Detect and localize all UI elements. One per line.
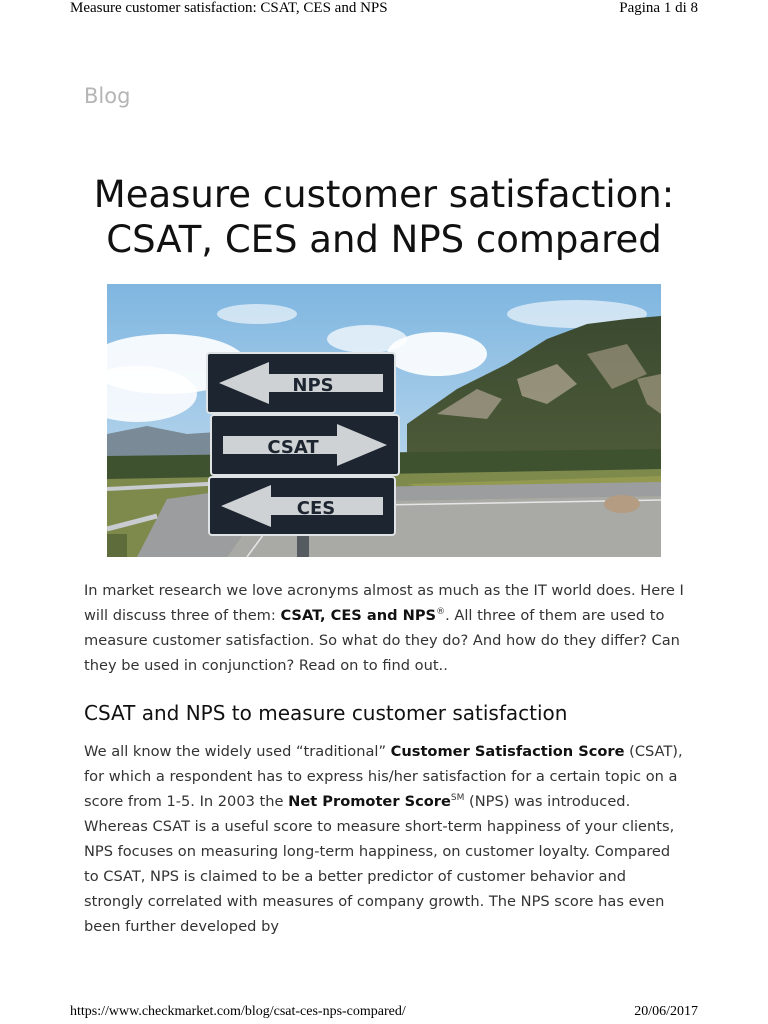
para2-bold-nps: Net Promoter Score bbox=[288, 793, 451, 810]
para2-bold-csat: Customer Satisfaction Score bbox=[390, 743, 625, 760]
sign-csat bbox=[211, 415, 399, 475]
intro-text-1: In market research we love acronyms almost as much as the IT world does. Here I will discuss three of them: bbox=[84, 582, 684, 624]
intro-registered-mark: ® bbox=[436, 607, 446, 618]
csat-nps-paragraph bbox=[84, 739, 689, 939]
intro-paragraph bbox=[84, 578, 689, 678]
print-footer bbox=[70, 1004, 698, 1022]
sign-nps bbox=[207, 353, 395, 413]
blog-category-link[interactable]: Blog bbox=[84, 84, 131, 108]
sign-ces-label: CES bbox=[296, 498, 336, 519]
para2-text-1: We all know the widely used “traditional” bbox=[84, 743, 391, 760]
intro-text-2: . All three of them are used to measure customer satisfaction. So what do they do? And how do they differ? Can they be used in conjunction? Read on to find out.. bbox=[84, 607, 680, 674]
sign-nps-label: NPS bbox=[292, 375, 334, 396]
para2-service-mark: SM bbox=[450, 793, 465, 804]
article-title: Measure customer satisfaction: CSAT, CES and NPS compared bbox=[93, 173, 675, 261]
print-header-title: Measure customer satisfaction: CSAT, CES and NPS bbox=[70, 0, 388, 16]
sign-ces bbox=[209, 477, 395, 535]
intro-bold-acronyms: CSAT, CES and NPS bbox=[280, 607, 437, 624]
print-footer-date: 20/06/2017 bbox=[634, 1004, 698, 1019]
para2-text-2: (CSAT), for which a respondent has to express his/her satisfaction for a certain topic on a score from 1-5. In 2003 the bbox=[84, 743, 683, 810]
print-header-page: Pagina 1 di 8 bbox=[619, 0, 698, 16]
hero-image bbox=[107, 284, 661, 557]
print-footer-url: https://www.checkmarket.com/blog/csat-ces-nps-compared/ bbox=[70, 1004, 406, 1019]
section-heading: CSAT and NPS to measure customer satisfaction bbox=[84, 701, 568, 725]
print-header bbox=[70, 0, 698, 18]
para2-text-3: (NPS) was introduced. Whereas CSAT is a useful score to measure short-term happiness of your clients, NPS focuses on measuring long-term happiness, on customer loyalty. Compared to CSAT, NPS is claimed to be a better predictor of customer behavior and strongly correlated with measures of company growth. The NPS score has even been further developed by bbox=[84, 793, 675, 935]
sign-csat-label: CSAT bbox=[267, 437, 319, 458]
